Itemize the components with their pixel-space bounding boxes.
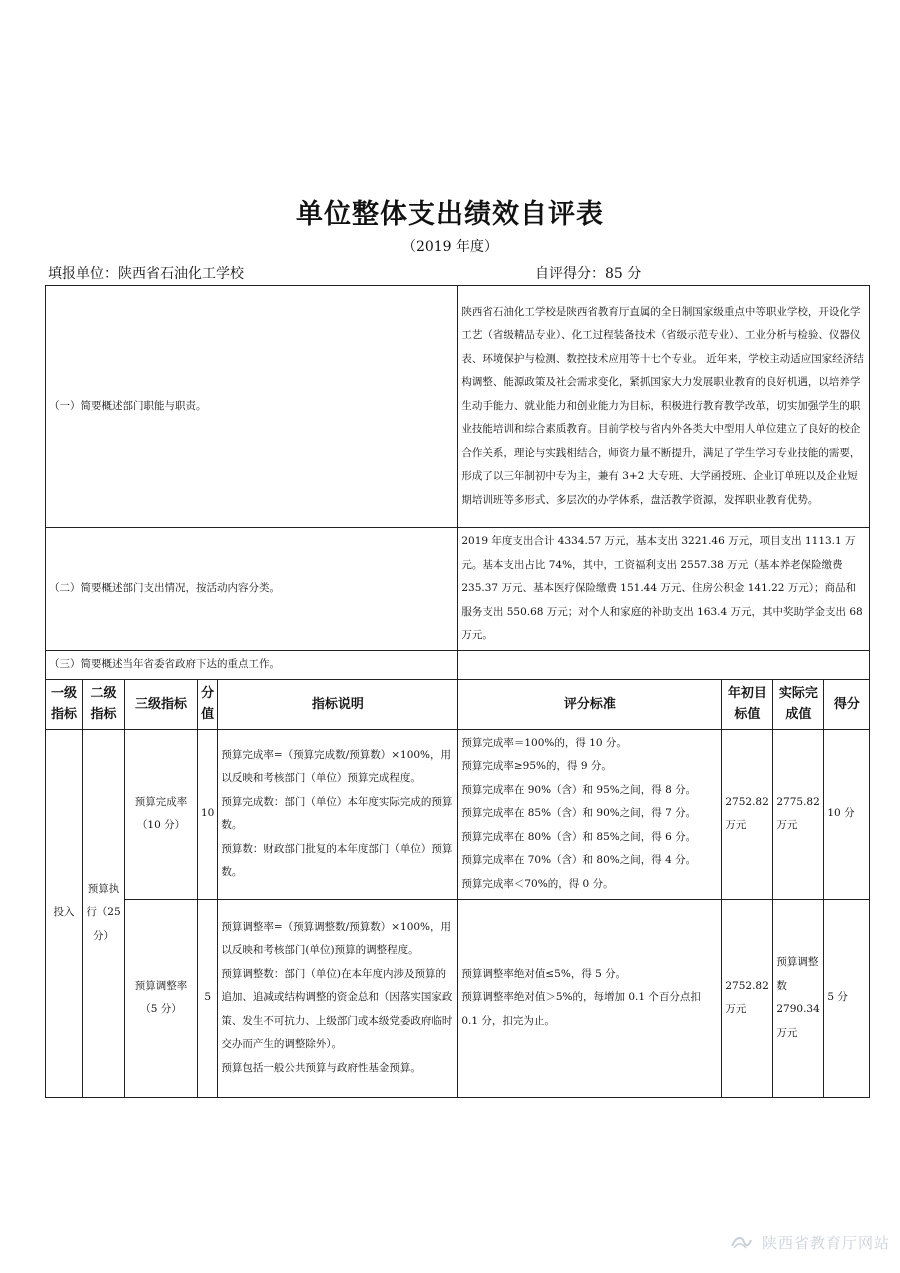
weight-1: 10 xyxy=(198,729,218,899)
desc-line: 预算包括一般公共预算与政府性基金预算。 xyxy=(221,1061,421,1074)
overview-row-2 xyxy=(46,528,870,651)
score-1: 10 分 xyxy=(824,729,870,899)
overview-content-3 xyxy=(458,651,870,680)
desc-line: 预算调整数：部门（单位)在本年度内涉及预算的追加、追减或结构调整的资金总和（因落实国家政策、发生不可抗力、上级部门或本级党委政府临时交办而产生的调整除外）。 xyxy=(221,967,453,1051)
indicator-row-2 xyxy=(46,899,870,1097)
reporting-unit: 填报单位：陕西省石油化工学校 xyxy=(48,266,244,282)
indicator-desc-1 xyxy=(218,729,458,899)
ribbon-logo-icon xyxy=(730,1234,752,1250)
header-actual: 实际完成值 xyxy=(773,679,824,729)
header-target: 年初目标值 xyxy=(722,679,773,729)
watermark-text: 陕西省教育厅网站 xyxy=(761,1234,890,1252)
criteria-line: 预算完成率在 70%（含）和 80%之间，得 4 分。 xyxy=(461,854,697,867)
criteria-line: 预算完成率＜70%的，得 0 分。 xyxy=(461,877,614,890)
actual-value-2: 预算调整数 2790.34 万元 xyxy=(773,899,824,1097)
header-level2: 二级指标 xyxy=(83,679,125,729)
desc-line: 预算调整率=（预算调整数/预算数）×100%，用以反映和考核部门(单位)预算的调整程度。 xyxy=(221,920,452,957)
indicator-row-1 xyxy=(46,729,870,899)
weight-2: 5 xyxy=(198,899,218,1097)
header-score: 得分 xyxy=(824,679,870,729)
criteria-line: 预算完成率在 80%（含）和 85%之间，得 6 分。 xyxy=(461,830,697,843)
score-2: 5 分 xyxy=(824,899,870,1097)
target-value-1: 2752.82 万元 xyxy=(722,729,773,899)
overview-label-3: （三）简要概述当年省委省政府下达的重点工作。 xyxy=(46,651,458,680)
criteria-line: 预算调整率绝对值＞5%的，每增加 0.1 个百分点扣 0.1 分，扣完为止。 xyxy=(461,991,701,1027)
report-year: （2019 年度） xyxy=(401,239,499,255)
overview-label-1: （一）简要概述部门职能与职责。 xyxy=(46,286,458,528)
level2-indicator: 预算执行（25 分） xyxy=(83,729,125,1097)
overview-content-1: 陕西省石油化工学校是陕西省教育厅直属的全日制国家级重点中等职业学校，开设化学工艺（省级精品专业）、化工过程装备技术（省级示范专业）、工业分析与检验、仪器仪表、环境保护与检测、数控技术应用等十七个专业。 近年来，学校主动适应国家经济结构调整、能源政策及社会需求变化，紧抓国家大力发展职业教育的良好机遇，以培养学生动手能力、就业能力和创业能力为目标，积极进行教育教学改革，切实加强学生的职业技能培训和综合素质教育。目前学校与省内外各类大中型用人单位建立了良好的校企合作关系，理论与实践相结合，师资力量不断提升，满足了学生学习专业技能的需要，形成了以三年制初中专为主，兼有 3+2 大专班、大学函授班、企业订单班以及企业短期培训班等多形式、多层次的办学体系，盘活教学资源，发挥职业教育优势。 xyxy=(458,286,870,528)
level3-indicator-2: 预算调整率（5 分） xyxy=(125,899,198,1097)
header-level3: 三级指标 xyxy=(125,679,198,729)
criteria-2 xyxy=(458,899,722,1097)
header-row xyxy=(46,679,870,729)
level3-indicator-1: 预算完成率（10 分） xyxy=(125,729,198,899)
header-weight: 分值 xyxy=(198,679,218,729)
desc-line: 预算数：财政部门批复的本年度部门（单位）预算数。 xyxy=(221,842,453,878)
self-score: 自评得分：85 分 xyxy=(535,266,642,282)
header-criteria: 评分标准 xyxy=(458,679,722,729)
desc-line: 预算完成数：部门（单位）本年度实际完成的预算数。 xyxy=(221,795,453,831)
criteria-1 xyxy=(458,729,722,899)
criteria-line: 预算完成率在 90%（含）和 95%之间，得 8 分。 xyxy=(461,783,697,796)
actual-value-1: 2775.82 万元 xyxy=(773,729,824,899)
overview-row-3 xyxy=(46,651,870,680)
overview-row-1 xyxy=(46,286,870,528)
criteria-line: 预算完成率≥95%的，得 9 分。 xyxy=(461,760,612,773)
criteria-line: 预算调整率绝对值≤5%，得 5 分。 xyxy=(461,967,627,980)
criteria-line: 预算完成率在 85%（含）和 90%之间，得 7 分。 xyxy=(461,807,697,820)
target-value-2: 2752.82 万元 xyxy=(722,899,773,1097)
overview-content-2: 2019 年度支出合计 4334.57 万元，基本支出 3221.46 万元，项目支出 1113.1 万元。基本支出占比 74%，其中，工资福利支出 2557.38 万元（基本养老保险缴费 235.37 万元、基本医疗保险缴费 151.44 万元、住房公积金 141.22 万元）；商品和服务支出 550.68 万元；对个人和家庭的补助支出 163.4 万元，其中奖助学金支出 68 万元。 xyxy=(458,528,870,651)
evaluation-table xyxy=(45,285,870,1098)
overview-label-2: （二）简要概述部门支出情况，按活动内容分类。 xyxy=(46,528,458,651)
header-desc: 指标说明 xyxy=(218,679,458,729)
indicator-desc-2 xyxy=(218,899,458,1097)
page-title: 单位整体支出绩效自评表 xyxy=(296,199,604,230)
criteria-line: 预算完成率＝100%的，得 10 分。 xyxy=(461,736,627,749)
level1-indicator: 投入 xyxy=(46,729,83,1097)
site-watermark xyxy=(730,1232,890,1253)
desc-line: 预算完成率=（预算完成数/预算数）×100%，用以反映和考核部门（单位）预算完成程度。 xyxy=(221,748,452,784)
header-level1: 一级指标 xyxy=(46,679,83,729)
